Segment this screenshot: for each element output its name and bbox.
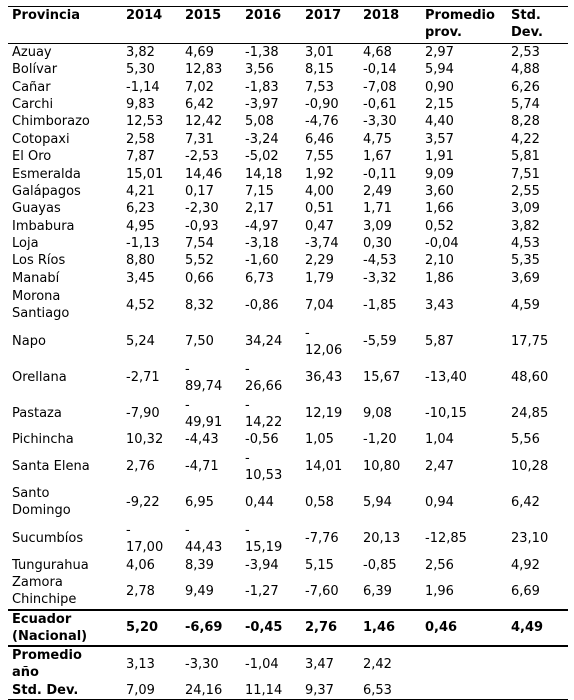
table-cell: 5,74 <box>511 96 540 112</box>
table-cell: 23,10 <box>511 530 549 546</box>
table-cell: -4,43 <box>185 432 219 448</box>
table-cell: 3,60 <box>425 183 454 199</box>
table-cell: 1,79 <box>305 270 334 286</box>
row-label: Promedio año <box>12 648 82 681</box>
header-std-dev: Std. Dev. <box>511 8 543 40</box>
table-cell: 5,24 <box>126 333 155 349</box>
table-row <box>8 113 568 130</box>
table-cell: -3,32 <box>363 270 397 286</box>
table-cell: -3,24 <box>245 131 279 147</box>
table-row <box>8 183 568 200</box>
table-row <box>8 218 568 235</box>
table-cell: -4,53 <box>363 253 397 269</box>
row-label: Manabí <box>12 270 60 286</box>
table-row <box>8 574 568 610</box>
table-cell: 34,24 <box>245 333 283 349</box>
row-label: Cañar <box>12 79 51 95</box>
row-label: Pastaza <box>12 405 62 421</box>
row-label: Loja <box>12 236 39 252</box>
table-cell: 4,40 <box>425 114 454 130</box>
table-cell: 6,39 <box>363 583 392 599</box>
table-cell: -3,97 <box>245 96 279 112</box>
table-cell: 3,82 <box>126 45 155 60</box>
table-cell: 17,75 <box>511 333 549 349</box>
row-label: Ecuador (Nacional) <box>12 611 88 644</box>
table-cell: -3,74 <box>305 236 339 252</box>
year-std-dev-row <box>8 682 568 700</box>
table-cell: 3,43 <box>425 297 454 313</box>
table-cell: 7,54 <box>185 236 214 252</box>
row-label: Tungurahua <box>12 557 89 573</box>
table-cell: 4,06 <box>126 557 155 573</box>
table-cell: -4,76 <box>305 114 339 130</box>
table-cell: 12,42 <box>185 114 223 130</box>
table-cell: 4,59 <box>511 297 540 313</box>
table-cell: - 10,53 <box>245 451 283 484</box>
table-cell: -0,11 <box>363 166 397 182</box>
table-cell: 14,46 <box>185 166 223 182</box>
table-cell: 2,10 <box>425 253 454 269</box>
table-cell: 9,37 <box>305 683 334 699</box>
row-label: Sucumbíos <box>12 530 84 546</box>
table-cell <box>421 646 507 682</box>
table-cell: -0,93 <box>185 218 219 234</box>
table-cell: -4,97 <box>245 218 279 234</box>
table-row <box>8 520 568 556</box>
row-label: Chimborazo <box>12 114 90 130</box>
row-label: Zamora Chinchipe <box>12 575 77 608</box>
table-cell: 4,88 <box>511 62 540 78</box>
table-cell: 5,30 <box>126 62 155 78</box>
table-cell: 2,17 <box>245 201 274 217</box>
table-cell: 14,18 <box>245 166 283 182</box>
table-cell <box>421 682 507 700</box>
table-cell <box>507 646 568 682</box>
table-cell: -12,85 <box>425 530 467 546</box>
table-cell: -4,71 <box>185 458 219 474</box>
table-cell: -1,20 <box>363 432 397 448</box>
table-cell: 11,14 <box>245 683 283 699</box>
table-row <box>8 148 568 165</box>
table-row <box>8 484 568 520</box>
row-label: Carchi <box>12 96 54 112</box>
table-cell: 9,08 <box>363 405 392 421</box>
row-label: Std. Dev. <box>12 683 79 699</box>
table-row <box>8 200 568 217</box>
table-cell: -3,30 <box>185 656 219 672</box>
row-label: Esmeralda <box>12 166 81 182</box>
row-label: Los Ríos <box>12 253 66 269</box>
table-cell: 0,52 <box>425 218 454 234</box>
table-cell: -1,27 <box>245 583 279 599</box>
table-cell: - 15,19 <box>245 523 283 556</box>
table-cell: 15,67 <box>363 369 401 385</box>
table-cell: -1,83 <box>245 79 279 95</box>
table-cell: 12,83 <box>185 62 223 78</box>
header-provincia: Provincia <box>12 8 80 23</box>
table-cell: -10,15 <box>425 405 467 421</box>
table-cell: 7,31 <box>185 131 214 147</box>
table-row <box>8 556 568 573</box>
table-cell: 6,95 <box>185 494 214 510</box>
table-cell: -1,13 <box>126 236 160 252</box>
table-cell: 6,42 <box>511 494 540 510</box>
row-label: Morona Santiago <box>12 289 70 322</box>
table-cell: 6,26 <box>511 79 540 95</box>
table-row <box>8 252 568 269</box>
table-cell: 15,01 <box>126 166 164 182</box>
table-cell: 8,80 <box>126 253 155 269</box>
table-cell: 5,20 <box>126 620 159 636</box>
row-label: Bolívar <box>12 62 58 78</box>
table-cell: 4,22 <box>511 131 540 147</box>
table-row <box>8 78 568 95</box>
table-cell: 5,87 <box>425 333 454 349</box>
header-2016: 2016 <box>245 8 282 23</box>
table-cell: 0,90 <box>425 79 454 95</box>
table-cell: -1,60 <box>245 253 279 269</box>
table-cell: -0,86 <box>245 297 279 313</box>
table-cell: -0,85 <box>363 557 397 573</box>
table-cell <box>507 682 568 700</box>
table-row <box>8 359 568 395</box>
table-cell: 8,15 <box>305 62 334 78</box>
table-cell: -2,30 <box>185 201 219 217</box>
table-cell: 6,23 <box>126 201 155 217</box>
table-body <box>8 44 568 700</box>
table-cell: 9,09 <box>425 166 454 182</box>
table-cell: -9,22 <box>126 494 160 510</box>
table-cell: 24,16 <box>185 683 223 699</box>
row-label: Galápagos <box>12 183 81 199</box>
table-cell: 2,76 <box>126 458 155 474</box>
table-cell: 7,09 <box>126 683 155 699</box>
table-cell: 1,05 <box>305 432 334 448</box>
table-cell: - 26,66 <box>245 362 283 395</box>
table-cell: 2,47 <box>425 458 454 474</box>
table-cell: 4,53 <box>511 236 540 252</box>
table-row <box>8 431 568 448</box>
table-cell: 1,67 <box>363 149 392 165</box>
row-label: Guayas <box>12 201 61 217</box>
row-label: Napo <box>12 333 46 349</box>
table-cell: 4,49 <box>511 620 544 636</box>
table-cell: - 49,91 <box>185 398 223 431</box>
table-cell: 3,82 <box>511 218 540 234</box>
table-cell: 7,51 <box>511 166 540 182</box>
table-cell: 36,43 <box>305 369 343 385</box>
header-2017: 2017 <box>305 8 342 23</box>
row-label: Orellana <box>12 369 67 385</box>
table-cell: 2,76 <box>305 620 338 636</box>
table-cell: 24,85 <box>511 405 549 421</box>
table-cell: 3,69 <box>511 270 540 286</box>
table-cell: 1,71 <box>363 201 392 217</box>
table-cell: 3,57 <box>425 131 454 147</box>
table-cell: 7,02 <box>185 79 214 95</box>
table-cell: 4,69 <box>185 45 214 60</box>
table-cell: -5,59 <box>363 333 397 349</box>
table-cell: 10,80 <box>363 458 401 474</box>
table-cell: -0,04 <box>425 236 459 252</box>
year-average-row <box>8 646 568 682</box>
table-cell: 48,60 <box>511 369 549 385</box>
table-cell: 5,81 <box>511 149 540 165</box>
table-row <box>8 270 568 287</box>
table-cell: 9,49 <box>185 583 214 599</box>
table-cell: 5,35 <box>511 253 540 269</box>
table-cell: - 14,22 <box>245 398 283 431</box>
table-cell: 6,53 <box>363 683 392 699</box>
table-cell: 10,32 <box>126 432 164 448</box>
table-cell: 5,94 <box>363 494 392 510</box>
table-cell: 12,19 <box>305 405 343 421</box>
table-row <box>8 395 568 431</box>
row-label: Santo Domingo <box>12 486 71 519</box>
table-cell: -7,08 <box>363 79 397 95</box>
table-row <box>8 323 568 359</box>
table-row <box>8 61 568 78</box>
table-cell: -2,53 <box>185 149 219 165</box>
table-cell: 5,08 <box>245 114 274 130</box>
table-cell: -0,14 <box>363 62 397 78</box>
table-cell: 20,13 <box>363 530 401 546</box>
header-2018: 2018 <box>363 8 400 23</box>
row-label: Pichincha <box>12 432 74 448</box>
table-cell: 4,52 <box>126 297 155 313</box>
table-cell: -7,76 <box>305 530 339 546</box>
national-row <box>8 610 568 646</box>
table-cell: -1,14 <box>126 79 160 95</box>
table-cell: 3,09 <box>363 218 392 234</box>
row-label: Azuay <box>12 45 52 60</box>
table-cell: 3,01 <box>305 45 334 60</box>
table-cell: -2,71 <box>126 369 160 385</box>
table-cell: -5,02 <box>245 149 279 165</box>
table-cell: -1,85 <box>363 297 397 313</box>
row-label: El Oro <box>12 149 52 165</box>
table-cell: -1,04 <box>245 656 279 672</box>
table-cell: 2,15 <box>425 96 454 112</box>
table-row <box>8 131 568 148</box>
table-cell: - 17,00 <box>126 523 164 556</box>
table-cell: 10,28 <box>511 458 549 474</box>
table-cell: 2,49 <box>363 183 392 199</box>
table-cell: -13,40 <box>425 369 467 385</box>
table-cell: 0,58 <box>305 494 334 510</box>
table-cell: 3,56 <box>245 62 274 78</box>
table-cell: 12,53 <box>126 114 164 130</box>
table-cell: 1,46 <box>363 620 396 636</box>
table-cell: - 89,74 <box>185 362 223 395</box>
table-cell: 3,13 <box>126 656 155 672</box>
table-cell: 2,78 <box>126 583 155 599</box>
table-cell: 7,15 <box>245 183 274 199</box>
table-cell: -3,18 <box>245 236 279 252</box>
table-cell: 2,56 <box>425 557 454 573</box>
header-2015: 2015 <box>185 8 222 23</box>
table-cell: 2,97 <box>425 45 454 60</box>
table-cell: 2,42 <box>363 656 392 672</box>
table-cell: 7,04 <box>305 297 334 313</box>
table-cell: 2,53 <box>511 45 540 60</box>
table-cell: 4,75 <box>363 131 392 147</box>
table-cell: 0,47 <box>305 218 334 234</box>
table-cell: 4,95 <box>126 218 155 234</box>
table-cell: 0,30 <box>363 236 392 252</box>
table-cell: -1,38 <box>245 45 279 60</box>
table-cell: -3,94 <box>245 557 279 573</box>
table-cell: 8,32 <box>185 297 214 313</box>
table-cell: 5,94 <box>425 62 454 78</box>
table-cell: 2,58 <box>126 131 155 147</box>
row-label: Santa Elena <box>12 458 90 474</box>
table-cell: 1,66 <box>425 201 454 217</box>
table-cell: - 44,43 <box>185 523 223 556</box>
table-cell: -7,60 <box>305 583 339 599</box>
table-cell: 6,73 <box>245 270 274 286</box>
row-label: Cotopaxi <box>12 131 70 147</box>
table-cell: 7,87 <box>126 149 155 165</box>
table-row <box>8 44 568 62</box>
table-cell: 1,91 <box>425 149 454 165</box>
table-cell: 5,56 <box>511 432 540 448</box>
table-cell: 1,04 <box>425 432 454 448</box>
header-2014: 2014 <box>126 8 163 23</box>
table-cell: 1,96 <box>425 583 454 599</box>
table-cell: 1,92 <box>305 166 334 182</box>
table-cell: - 12,06 <box>305 326 343 359</box>
table-cell: 5,15 <box>305 557 334 573</box>
row-label: Imbabura <box>12 218 75 234</box>
table-cell: -0,45 <box>245 620 283 636</box>
province-growth-table <box>8 6 568 700</box>
table-cell: 6,69 <box>511 583 540 599</box>
table-header-row <box>8 7 568 44</box>
table-cell: 0,44 <box>245 494 274 510</box>
table-cell: 4,92 <box>511 557 540 573</box>
table-row <box>8 287 568 323</box>
table-cell: 1,86 <box>425 270 454 286</box>
table-cell: 2,55 <box>511 183 540 199</box>
table-cell: 6,42 <box>185 96 214 112</box>
table-cell: -7,90 <box>126 405 160 421</box>
table-cell: 3,45 <box>126 270 155 286</box>
table-cell: 0,46 <box>425 620 458 636</box>
table-cell: -0,61 <box>363 96 397 112</box>
table-cell: 14,01 <box>305 458 343 474</box>
header-promedio-prov: Promedio prov. <box>425 8 495 40</box>
table-row <box>8 165 568 182</box>
table-cell: 3,09 <box>511 201 540 217</box>
table-cell: 0,51 <box>305 201 334 217</box>
table-cell: 4,21 <box>126 183 155 199</box>
table-cell: 7,53 <box>305 79 334 95</box>
table-row <box>8 96 568 113</box>
table-cell: 4,00 <box>305 183 334 199</box>
table-cell: 0,66 <box>185 270 214 286</box>
table-row <box>8 448 568 484</box>
table-cell: 8,28 <box>511 114 540 130</box>
table-cell: 0,94 <box>425 494 454 510</box>
table-cell: -0,56 <box>245 432 279 448</box>
table-cell: -3,30 <box>363 114 397 130</box>
table-row <box>8 235 568 252</box>
table-cell: 4,68 <box>363 45 392 60</box>
table-cell: -0,90 <box>305 96 339 112</box>
table-cell: -6,69 <box>185 620 223 636</box>
table-cell: 9,83 <box>126 96 155 112</box>
table-cell: 8,39 <box>185 557 214 573</box>
table-cell: 6,46 <box>305 131 334 147</box>
table-cell: 7,50 <box>185 333 214 349</box>
table-cell: 0,17 <box>185 183 214 199</box>
table-cell: 7,55 <box>305 149 334 165</box>
table-cell: 5,52 <box>185 253 214 269</box>
table-cell: 3,47 <box>305 656 334 672</box>
table-cell: 2,29 <box>305 253 334 269</box>
